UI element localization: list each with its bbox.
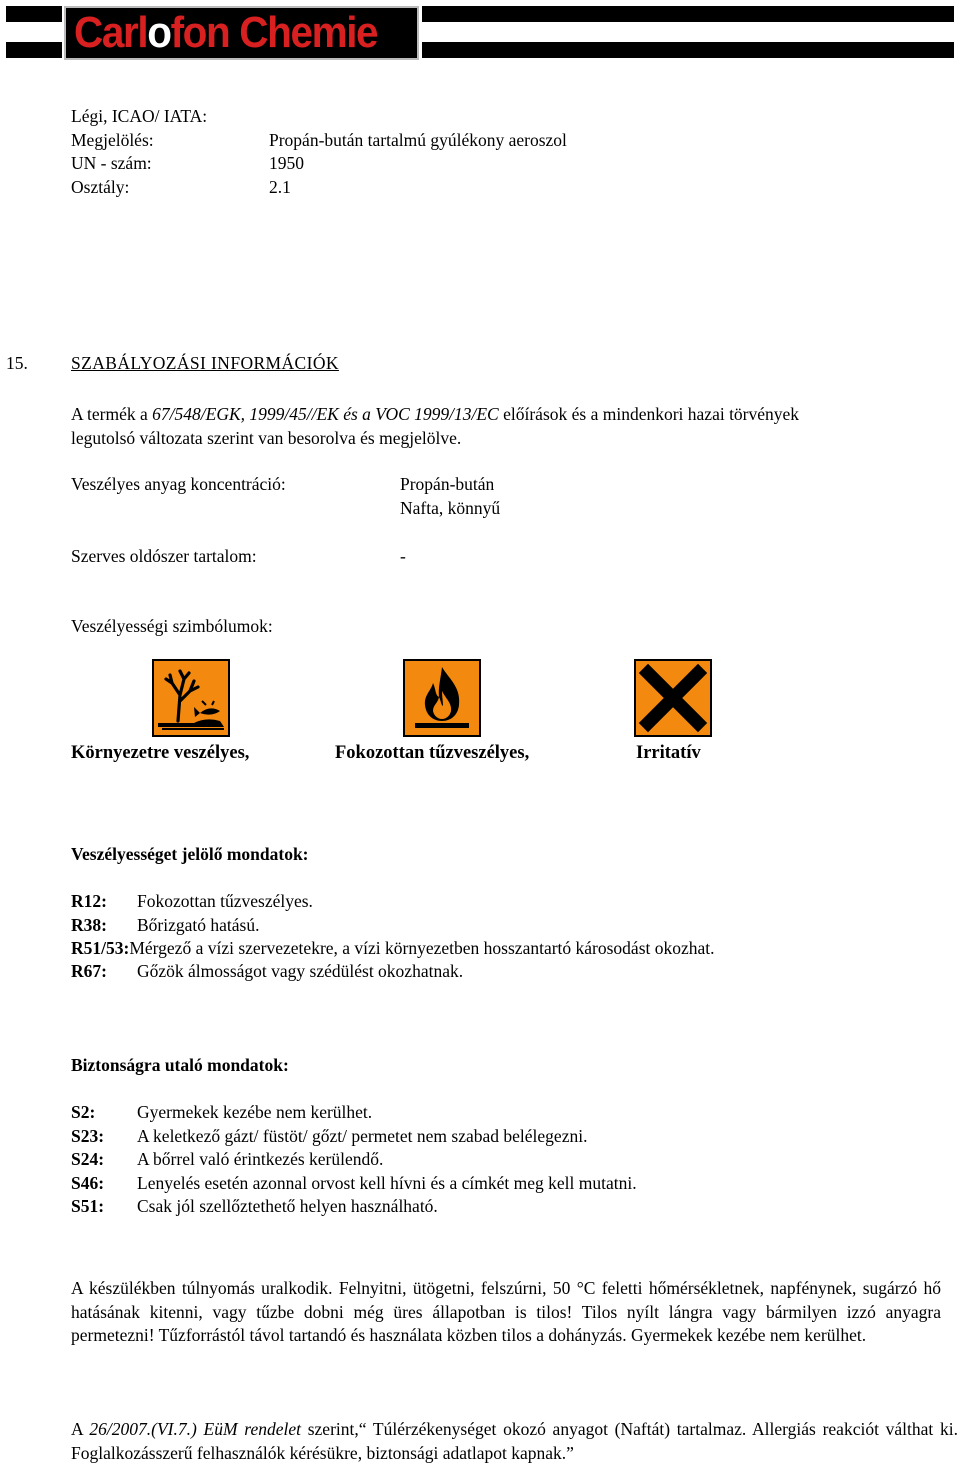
concentration-value-1: Propán-bután [400,474,495,494]
solvent-value: - [400,546,406,566]
symbol-caption: Irritatív [636,743,701,763]
r-phrase-row [71,890,313,914]
decree-prefix: A [71,1419,83,1439]
transport-label: Megjelölés: [71,130,154,150]
r-phrase-code: R51/53: [71,938,130,958]
company-logo [64,6,419,60]
header-rule-right-bottom [422,42,954,58]
section-number: 15. [6,353,28,373]
page-header [0,0,960,62]
symbols-label: Veszélyességi szimbólumok: [71,616,273,636]
s-phrase-code: S46: [71,1173,105,1193]
s-phrase-code: S23: [71,1126,105,1146]
s-phrase-row [71,1101,372,1125]
s-phrase-code: S24: [71,1149,105,1169]
header-rule-right-top [422,6,954,22]
section-title: SZABÁLYOZÁSI INFORMÁCIÓK [71,353,339,373]
s-phrase-text: Csak jól szellőztethető helyen használható. [137,1196,438,1216]
environment-hazard-icon [152,659,230,737]
s-phrase-text: Lenyelés esetén azonnal orvost kell hívni és a címkét meg kell mutatni. [137,1173,637,1193]
header-rule-left-top [6,6,62,22]
r-phrase-code: R67: [71,961,107,981]
s-phrase-code: S51: [71,1196,105,1216]
transport-row-un-number [71,152,304,176]
flame-graphic [405,661,479,735]
s-phrase-row [71,1172,637,1196]
r-phrases-heading: Veszélyességet jelölő mondatok: [71,844,309,864]
s-phrase-text: Gyermekek kezébe nem kerülhet. [137,1102,373,1122]
transport-heading: Légi, ICAO/ IATA: [71,106,208,126]
logo-wordmark: Carlofon Chemie [74,8,378,57]
s-phrase-text: A bőrrel való érintkezés kerülendő. [137,1149,384,1169]
intro-directives: 67/548/EGK, 1999/45//EK és a VOC 1999/13/EC [152,404,499,424]
transport-label: UN - szám: [71,153,152,173]
transport-row-class [71,176,291,200]
intro-line-2: legutolsó változata szerint van besorolva és megjelölve. [71,428,462,448]
environment-hazard-graphic [154,661,228,735]
transport-row-designation [71,129,567,153]
transport-value: Propán-bután tartalmú gyúlékony aeroszol [269,130,567,150]
intro-suffix: előírások és a mindenkori hazai törvények [503,404,800,424]
s-phrase-row [71,1125,587,1149]
r-phrase-code: R12: [71,891,107,911]
warning-paragraph: A készülékben túlnyomás uralkodik. Felnyitni, ütögetni, felszúrni, 50 °C feletti hőmérsékletnek, napfénynek, sugárzó hő hatásának kitenni, vagy tűzbe dobni még üres állapotban is tilos! Tilos nyílt lángra vagy bármilyen izzó anyagra permetezni! Tűzforrástól távol tartandó és használata közben tilos a dohányzás. Gyermekek kezébe nem kerülhet. [71,1278,941,1345]
s-phrases-heading: Biztonságra utaló mondatok: [71,1055,289,1075]
header-rule-left-bottom [6,42,62,58]
flame-icon [403,659,481,737]
r-phrase-text: Bőrizgató hatású. [137,915,260,935]
r-phrase-row [71,937,715,961]
s-phrase-row [71,1148,383,1172]
r-phrase-text: Fokozottan tűzveszélyes. [137,891,313,911]
concentration-value-2: Nafta, könnyű [400,498,501,518]
r-phrase-text: Mérgező a vízi szervezetekre, a vízi környezetben hosszantartó károsodást okozhat. [129,938,715,958]
transport-value: 2.1 [269,177,291,197]
irritant-cross-graphic [636,661,710,735]
s-phrase-row [71,1195,438,1219]
transport-label: Osztály: [71,177,130,197]
r-phrase-code: R38: [71,915,107,935]
decree-text: szerint,“ Túlérzékenységet okozó anyagot (Naftát) tartalmaz. Allergiás reakciót válthat ki. Foglalkozásszerű felhasználók kérésükre, biztonsági adatlapot kapnak.” [71,1419,958,1463]
symbol-caption: Fokozottan tűzveszélyes, [335,743,530,763]
r-phrase-row [71,914,259,938]
decree-paragraph [71,1418,958,1465]
intro-line-1 [71,403,799,427]
symbol-caption: Környezetre veszélyes, [71,743,250,763]
irritant-cross-icon [634,659,712,737]
r-phrase-row [71,960,463,984]
transport-value: 1950 [269,153,304,173]
concentration-label: Veszélyes anyag koncentráció: [71,474,286,494]
s-phrase-code: S2: [71,1102,96,1122]
s-phrase-text: A keletkező gázt/ füstöt/ gőzt/ permetet nem szabad belélegezni. [137,1126,588,1146]
decree-reference: 26/2007.(VI.7.) EüM rendelet [89,1419,301,1439]
solvent-label: Szerves oldószer tartalom: [71,546,257,566]
intro-prefix: A termék a [71,404,148,424]
r-phrase-text: Gőzök álmosságot vagy szédülést okozhatnak. [137,961,464,981]
